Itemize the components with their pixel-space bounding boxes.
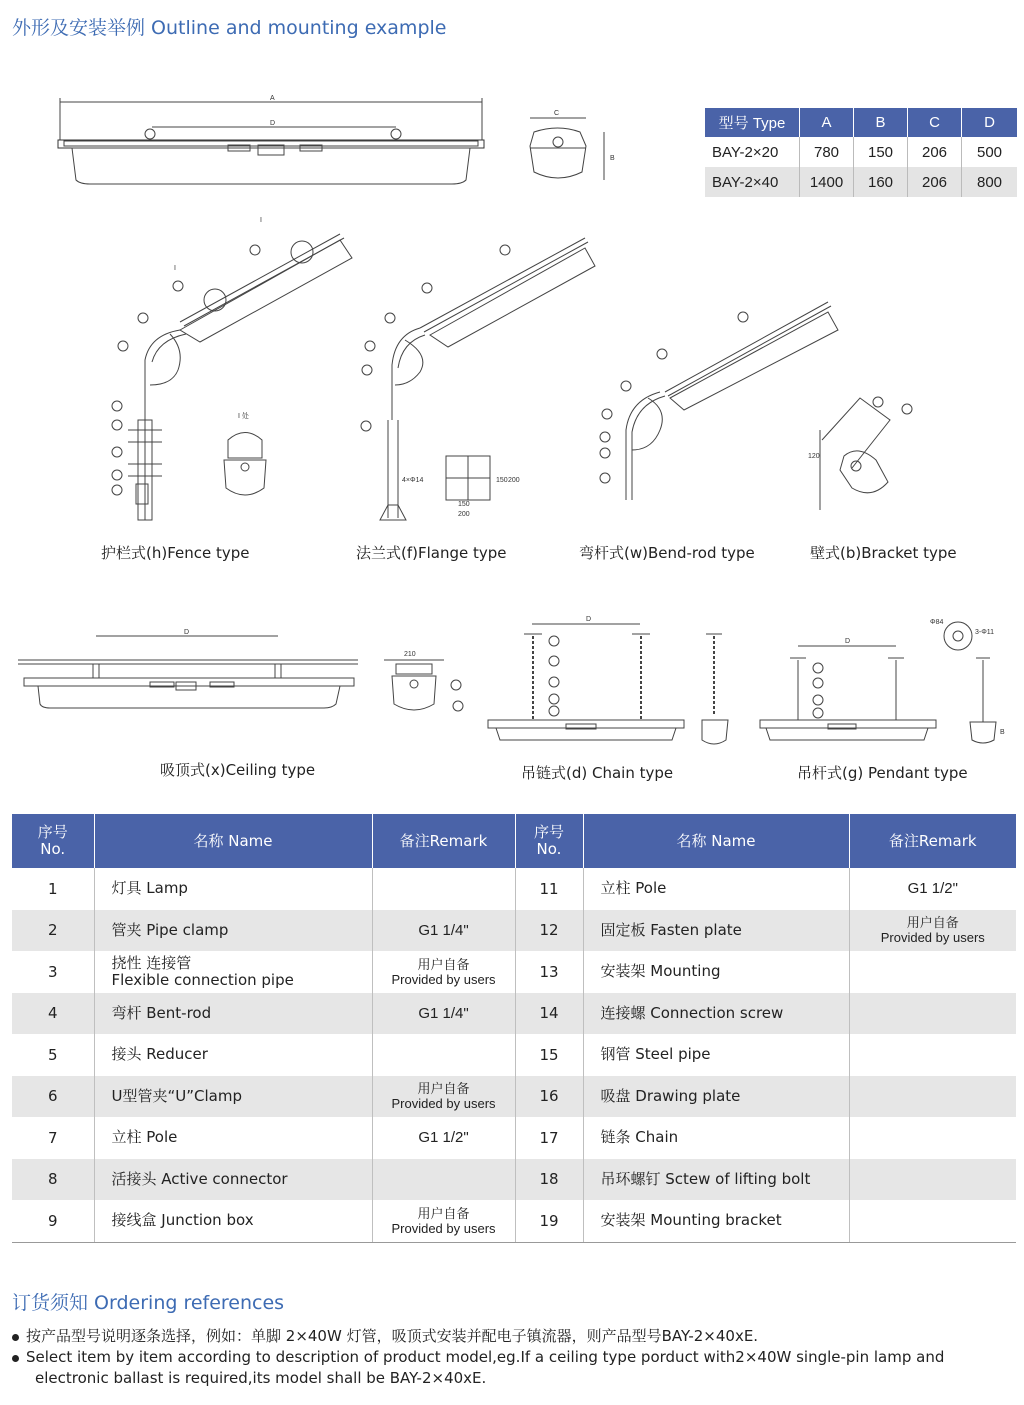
table-row: [12, 993, 1016, 1035]
part-remark-line: 用户自备: [417, 1081, 470, 1097]
fence-type-drawing: [112, 217, 352, 520]
part-name: 安装架 Mounting: [583, 951, 849, 993]
part-name: 接线盒 Junction box: [94, 1200, 372, 1242]
dim-label-200: 200: [458, 511, 470, 518]
table-row: [12, 910, 1016, 952]
dim-label-120: 120: [808, 453, 820, 460]
dim-header-d: D: [962, 108, 1018, 137]
part-number: 17: [515, 1117, 583, 1159]
part-number: 16: [515, 1076, 583, 1118]
dim-cell: 160: [854, 167, 908, 197]
section-heading-ordering: 订货须知 Ordering references: [12, 1292, 285, 1314]
part-number: 2: [12, 910, 94, 952]
dim-label-200v: 200: [508, 477, 520, 484]
table-row: [12, 868, 1016, 910]
part-remark: [372, 1159, 515, 1201]
table-row: [12, 1159, 1016, 1201]
dim-cell: 780: [800, 137, 854, 167]
pendant-type-drawing: [760, 619, 1005, 743]
dim-cell-model: BAY-2×20: [705, 137, 800, 167]
lamp-outline-front-view: [58, 95, 484, 184]
part-name: 安装架 Mounting bracket: [583, 1200, 849, 1242]
caption-bend-rod-type: 弯杆式(w)Bend-rod type: [579, 544, 755, 562]
dim-cell: 500: [976, 143, 1003, 161]
dim-label-d: D: [845, 638, 851, 645]
part-remark-line: 用户自备: [417, 956, 470, 972]
header-no: 序号 No.: [12, 814, 94, 868]
holes-label: 4×Φ14: [402, 477, 424, 484]
dim-label-b: B: [1000, 729, 1005, 736]
part-number: 4: [12, 993, 94, 1035]
dim-cell: 206: [908, 137, 962, 167]
part-number: 5: [12, 1034, 94, 1076]
dim-label-c: C: [554, 110, 560, 117]
chain-type-drawing: [488, 616, 728, 744]
part-name: 立柱 Pole: [583, 868, 849, 910]
part-name: 接头 Reducer: [94, 1034, 372, 1076]
part-remark: G1 1/4": [372, 993, 515, 1035]
part-name: 立柱 Pole: [94, 1117, 372, 1159]
lamp-outline-side-view: [530, 110, 615, 180]
part-remark: [372, 1200, 515, 1242]
part-remark: [849, 1200, 1016, 1242]
ordering-notes: [12, 1326, 944, 1389]
header-remark: 备注Remark: [849, 814, 1016, 868]
caption-fence-type: 护栏式(h)Fence type: [101, 544, 250, 562]
part-number: 9: [12, 1200, 94, 1242]
caption-bracket-type: 壁式(b)Bracket type: [810, 544, 957, 562]
part-remark: [849, 1076, 1016, 1118]
part-remark: [372, 1034, 515, 1076]
part-name: 弯杆 Bent-rod: [94, 993, 372, 1035]
part-name: 管夹 Pipe clamp: [94, 910, 372, 952]
part-number: 18: [515, 1159, 583, 1201]
part-name-line: Flexible connection pipe: [111, 970, 294, 989]
caption-flange-type: 法兰式(f)Flange type: [356, 544, 507, 562]
part-remark: [372, 951, 515, 993]
part-name: 吸盘 Drawing plate: [583, 1076, 849, 1118]
part-remark: [849, 993, 1016, 1035]
dim-cell: 150: [854, 137, 908, 167]
part-number: 19: [515, 1200, 583, 1242]
part-remark-line: Provided by users: [391, 971, 496, 987]
part-name: 链条 Chain: [583, 1117, 849, 1159]
caption-ceiling-type: 吸顶式(x)Ceiling type: [160, 761, 316, 779]
detail-label: I 处: [238, 413, 249, 420]
dim-header-type: 型号 Type: [705, 108, 800, 137]
ordering-note-en-continued: electronic ballast is required,its model shall be BAY-2×40xE.: [35, 1369, 487, 1387]
dim-label-d: D: [184, 629, 190, 636]
part-remark: [372, 868, 515, 910]
part-remark: [849, 910, 1016, 952]
part-number: 3: [12, 951, 94, 993]
table-row: [12, 1200, 1016, 1242]
part-name: 吊环螺钉 Sctew of lifting bolt: [583, 1159, 849, 1201]
part-number: 15: [515, 1034, 583, 1076]
part-name: [94, 951, 372, 993]
part-remark: [849, 1117, 1016, 1159]
table-row: [12, 1034, 1016, 1076]
header-no: 序号 No.: [515, 814, 583, 868]
part-name: 活接头 Active connector: [94, 1159, 372, 1201]
part-remark: G1 1/2": [907, 880, 958, 898]
dim-label-150: 150: [458, 501, 470, 508]
header-remark: 备注Remark: [372, 814, 515, 868]
flange-type-drawing: [361, 238, 595, 520]
dim-cell: 1400: [800, 167, 854, 197]
caption-chain-type: 吊链式(d) Chain type: [521, 764, 674, 782]
part-name: 灯具 Lamp: [94, 868, 372, 910]
drawing-label-i: I: [260, 217, 262, 224]
dim-label-a: A: [270, 95, 275, 102]
part-number: 13: [515, 951, 583, 993]
part-remark: [849, 1034, 1016, 1076]
drawing-label-i: I: [174, 265, 176, 272]
part-remark-line: Provided by users: [391, 1096, 496, 1112]
dim-label-phi11: 3-Φ11: [975, 629, 995, 636]
part-number: 6: [12, 1076, 94, 1118]
table-row: [12, 1117, 1016, 1159]
part-remark-line: Provided by users: [880, 930, 985, 946]
dim-cell-model: BAY-2×40: [705, 167, 800, 197]
part-number: 12: [515, 910, 583, 952]
part-remark: G1 1/4": [372, 910, 515, 952]
ordering-note-en: Select item by item according to description of product model,eg.If a ceiling type porduct with2×40W single-pin lamp and: [12, 1347, 944, 1368]
table-row: [12, 951, 1016, 993]
part-number: 1: [12, 868, 94, 910]
dim-header-b: B: [854, 108, 908, 137]
dim-cell: 800: [962, 167, 1018, 197]
dim-header-c: C: [908, 108, 962, 137]
ceiling-type-drawing: [18, 629, 463, 711]
dim-cell: 206: [908, 167, 962, 197]
part-name: U型管夹“U”Clamp: [94, 1076, 372, 1118]
dim-label-210: 210: [404, 651, 416, 658]
part-remark: [849, 951, 1016, 993]
dim-label-d: D: [586, 616, 592, 623]
parts-table: [12, 814, 1016, 1243]
part-number: 7: [12, 1117, 94, 1159]
section-heading-outline: 外形及安装举例 Outline and mounting example: [12, 17, 447, 39]
part-number: 8: [12, 1159, 94, 1201]
dim-label-b: B: [610, 155, 615, 162]
header-name: 名称 Name: [94, 814, 372, 868]
part-remark-line: 用户自备: [417, 1205, 470, 1221]
dim-header-a: A: [800, 108, 854, 137]
parts-table-header: [12, 814, 1016, 868]
table-row: [12, 1076, 1016, 1118]
part-number: 11: [515, 868, 583, 910]
dim-label-150v: 150: [496, 477, 508, 484]
part-remark-line: 用户自备: [906, 915, 959, 931]
part-name-line: 挠性 连接管: [111, 953, 192, 972]
part-remark-line: Provided by users: [391, 1220, 496, 1236]
part-remark: [849, 1159, 1016, 1201]
part-remark: G1 1/2": [372, 1117, 515, 1159]
part-name: 固定板 Fasten plate: [583, 910, 849, 952]
header-name: 名称 Name: [583, 814, 849, 868]
part-remark: [372, 1076, 515, 1118]
part-name: 连接螺 Connection screw: [583, 993, 849, 1035]
ordering-note-cn: 按产品型号说明逐条选择，例如：单脚 2×40W 灯管，吸顶式安装并配电子镇流器，则产品型号BAY-2×40xE.: [12, 1326, 944, 1347]
part-number: 14: [515, 993, 583, 1035]
part-name: 钢管 Steel pipe: [583, 1034, 849, 1076]
bend-rod-type-drawing: [600, 302, 838, 500]
dim-label-phi84: Φ84: [930, 619, 944, 626]
caption-pendant-type: 吊杆式(g) Pendant type: [797, 764, 968, 782]
dim-label-d: D: [270, 120, 276, 127]
bracket-type-drawing: [808, 397, 912, 510]
